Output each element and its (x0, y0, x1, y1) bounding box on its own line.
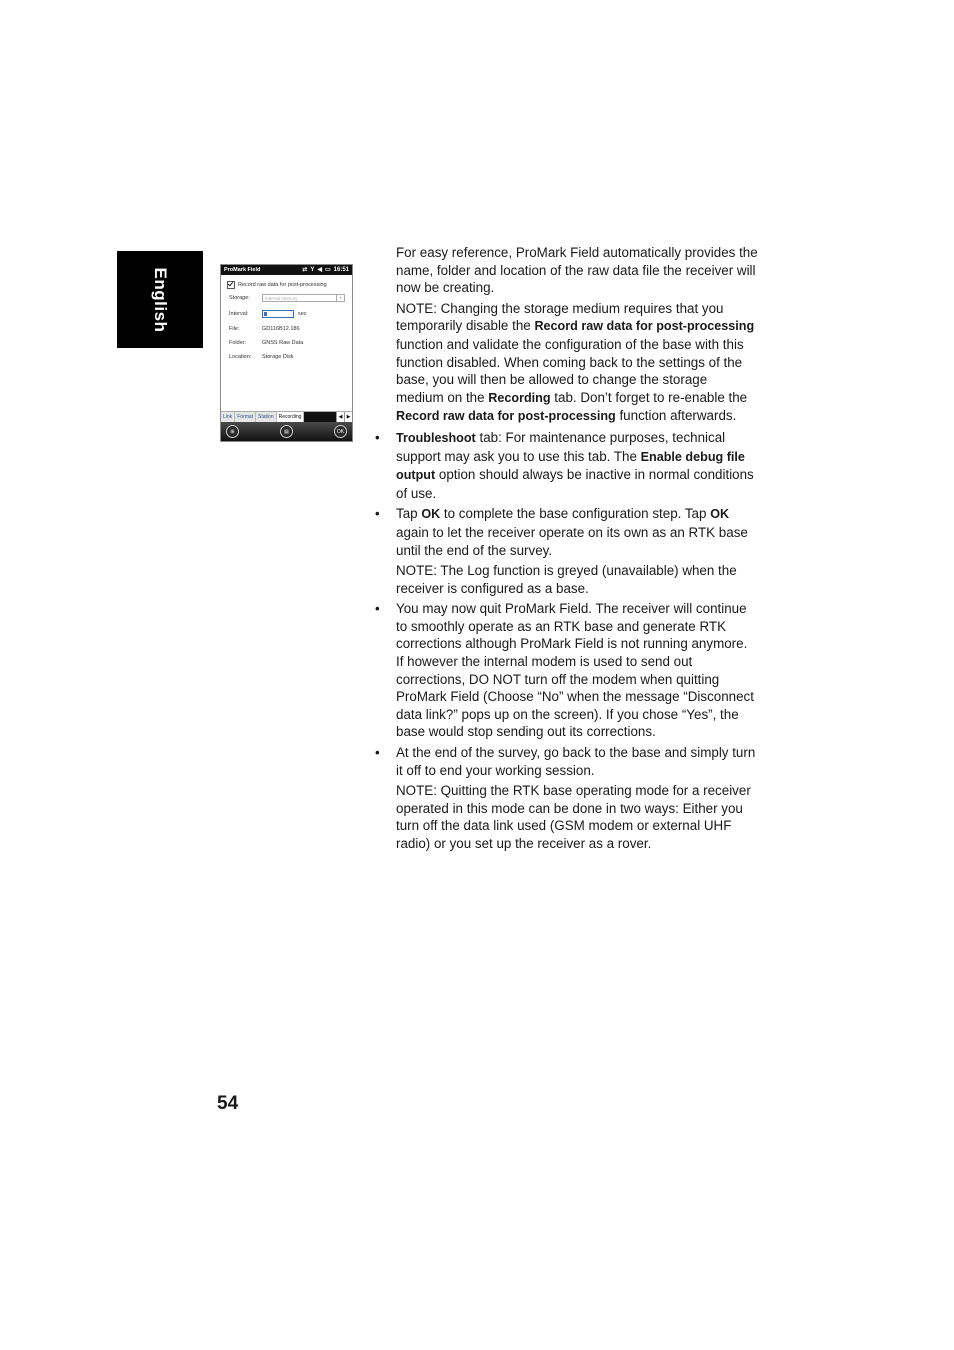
folder-label: Folder: (229, 340, 247, 346)
note-paragraph (396, 782, 758, 852)
language-tab-label: English (151, 267, 170, 332)
note-paragraph (396, 300, 758, 426)
location-value: Storage Disk (262, 354, 294, 360)
paragraph (396, 244, 758, 297)
folder-value: GNSS Raw Data (262, 340, 304, 346)
text: function afterwards. (615, 408, 737, 424)
interval-row (229, 310, 307, 318)
device-clock: 16:51 (333, 267, 349, 273)
storage-select[interactable] (262, 294, 345, 302)
storage-label: Storage: (229, 295, 250, 301)
device-tab-strip (221, 411, 352, 422)
file-value: GD116B12.186 (262, 326, 300, 332)
note-paragraph (396, 562, 758, 597)
windows-start-icon[interactable]: ⊞ (226, 425, 239, 438)
checkbox-checked-icon (227, 281, 235, 289)
text: NOTE: Changing the storage medium requires that you temporarily disable the (396, 300, 724, 334)
device-app-title: ProMark Field (224, 267, 261, 273)
text: option should always be inactive in normal conditions of use. (396, 467, 754, 501)
folder-row (229, 340, 303, 346)
volume-icon: ◀ (317, 267, 322, 273)
signal-icon: Y (310, 267, 315, 273)
text: At the end of the survey, go back to the base and simply turn it off to end your working session. (396, 745, 756, 778)
interval-label: Interval: (229, 311, 249, 317)
bold-term: Record raw data for post-processing (534, 319, 755, 334)
bullet-item (396, 744, 758, 779)
battery-icon: ▭ (324, 267, 331, 273)
storage-value: Internal memory (265, 296, 298, 301)
location-label: Location: (229, 354, 252, 360)
text: tab: For maintenance purposes, technical support may ask you to use this tab. The (396, 429, 726, 464)
file-label: File: (229, 326, 240, 332)
text: For easy reference, ProMark Field automatically provides the name, folder and location of the raw data file the receiver will now be creating. (396, 245, 758, 296)
text: Tap (396, 506, 422, 522)
tab-strip-filler (304, 412, 336, 422)
device-screenshot (220, 264, 353, 442)
interval-input[interactable] (262, 310, 294, 318)
bold-term: OK (710, 507, 730, 522)
text: You may now quit ProMark Field. The receiver will continue to smoothly operate as an RTK base and generate RTK corrections although ProMark Field is not running anymore. If however the internal modem is used to send out corrections, DO NOT turn off the modem when quitting ProMark Field (Choose “No” when the message “Disconnect data link?” pops up on the screen). If you chose “Yes”, the base would stop sending out its corrections. (396, 601, 754, 740)
chevron-down-icon: ▾ (336, 295, 344, 301)
bold-term: Troubleshoot (396, 430, 476, 445)
bullet-item (396, 429, 758, 502)
keyboard-icon[interactable]: ▤ (280, 425, 293, 438)
tab-scroll-right-icon[interactable]: ▶ (344, 412, 352, 422)
text: again to let the receiver operate on its own as an RTK base until the end of the survey. (396, 524, 748, 558)
tab-format[interactable]: Format (235, 412, 256, 422)
bullet-item (396, 600, 758, 741)
storage-row (229, 294, 345, 302)
bold-term: Record raw data for post-processing (396, 409, 616, 424)
body-text (396, 244, 758, 856)
bullet-item (396, 505, 758, 559)
device-bottom-bar (221, 422, 352, 441)
tab-recording[interactable]: Recording (277, 412, 305, 422)
record-raw-data-checkbox[interactable] (227, 281, 327, 289)
language-tab (117, 251, 203, 348)
tab-station[interactable]: Station (256, 412, 277, 422)
page-number: 54 (217, 1093, 239, 1114)
text: to complete the base configuration step. Tap (440, 506, 711, 522)
text: function and validate the configuration of the base with this function disabled. When coming back to the settings of the base, you will then be allowed to change the storage medium on the (396, 336, 744, 405)
interval-unit: sec (298, 311, 307, 317)
tab-scroll-left-icon[interactable]: ◀ (336, 412, 344, 422)
gps-icon: ⇄ (302, 267, 308, 273)
bold-term: Enable debug file output (396, 449, 745, 483)
file-row (229, 326, 300, 332)
ok-button[interactable]: OK (334, 425, 347, 438)
device-title-bar (221, 265, 352, 275)
bold-term: Recording (488, 390, 551, 405)
text: tab. Don’t forget to re-enable the (550, 389, 748, 405)
bold-term: OK (421, 507, 441, 522)
location-row (229, 354, 294, 360)
record-raw-data-label: Record raw data for post-processing (238, 282, 327, 288)
text: NOTE: Quitting the RTK base operating mode for a receiver operated in this mode can be done in two ways: Either you turn off the data link used (GSM modem or external UHF radio) or you set up the receiver as a rover. (396, 783, 751, 851)
text: NOTE: The Log function is greyed (unavailable) when the receiver is configured as a base. (396, 563, 737, 596)
tab-link[interactable]: Link (221, 412, 235, 422)
